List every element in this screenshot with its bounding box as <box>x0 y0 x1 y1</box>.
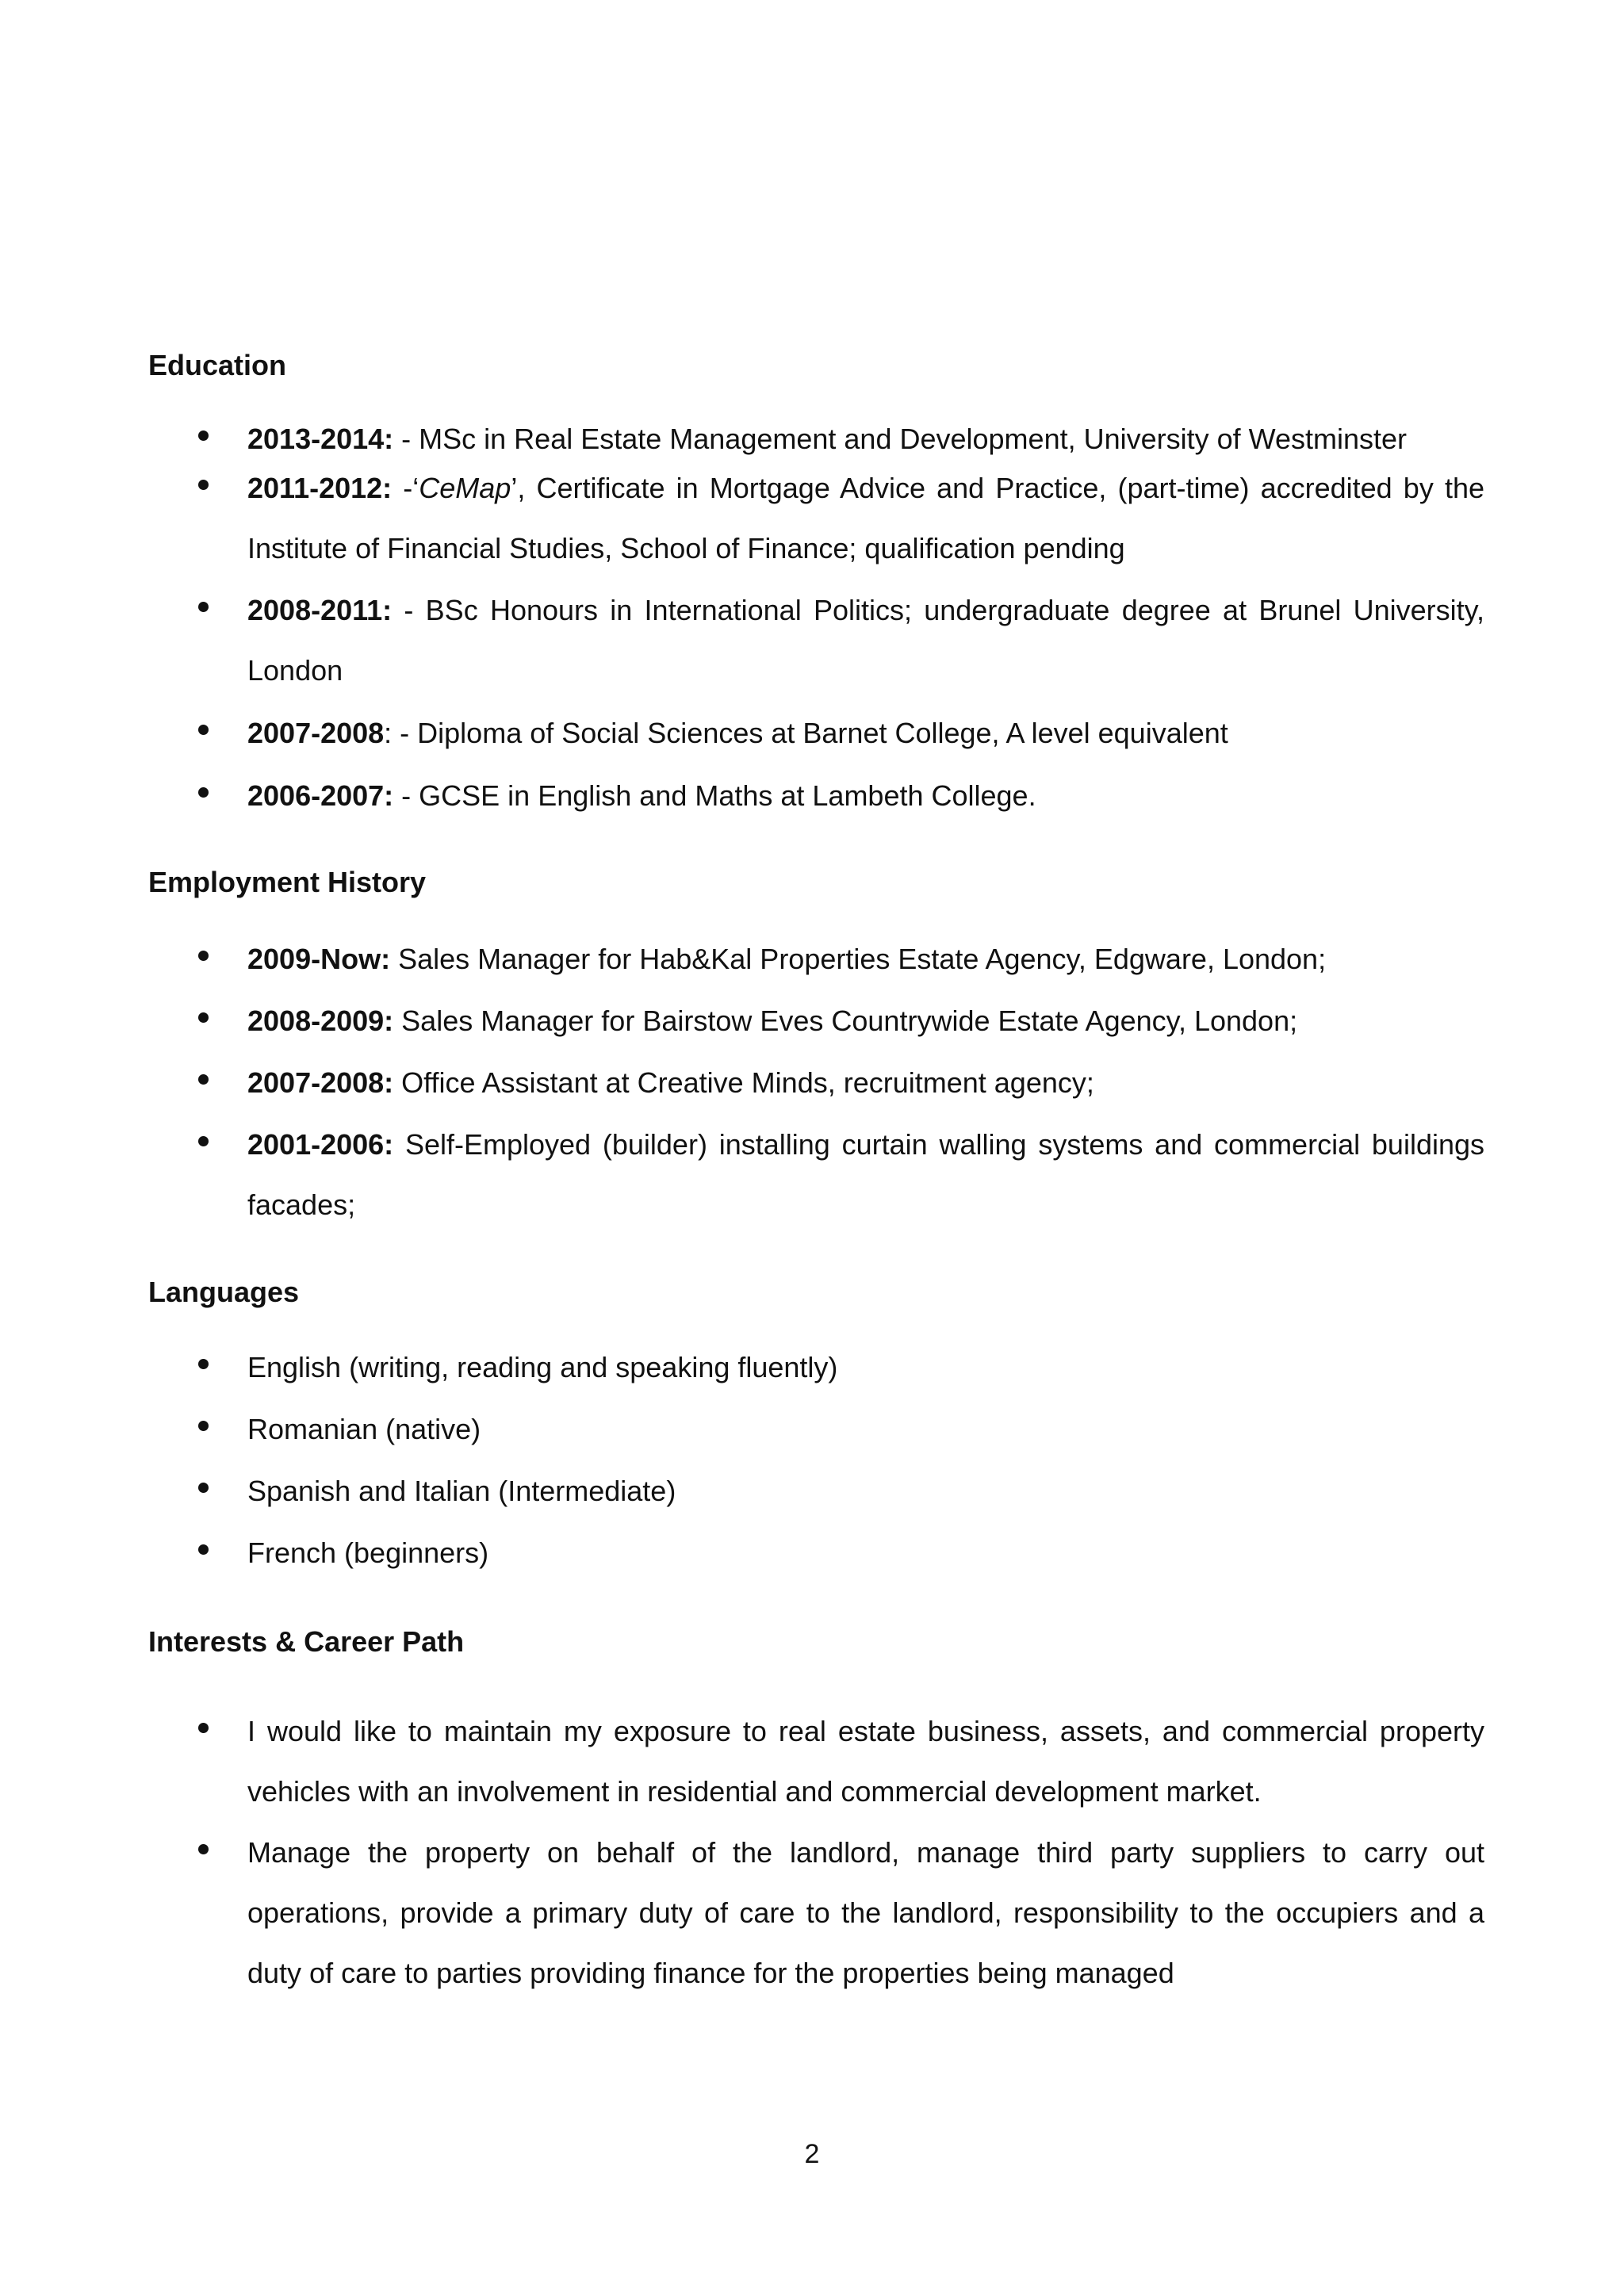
education-item-date: 2013-2014: <box>247 423 394 455</box>
bullet-icon <box>198 1359 209 1369</box>
language-item-text: Spanish and Italian (Intermediate) <box>247 1475 676 1507</box>
bullet-icon <box>198 1074 209 1085</box>
employment-item-date: 2007-2008: <box>247 1066 394 1099</box>
bullet-icon <box>198 951 209 961</box>
bullet-icon <box>198 1421 209 1431</box>
employment-item-date: 2009-Now: <box>247 943 391 975</box>
bullet-icon <box>198 602 209 612</box>
education-item-text: 2007-2008: - Diploma of Social Sciences at Barnet College, A level equivalent <box>247 717 1228 749</box>
bullet-icon <box>198 1723 209 1733</box>
education-item-text: 2013-2014: - MSc in Real Estate Management and Development, University of Westminster <box>247 423 1408 455</box>
page-number: 2 <box>804 2139 820 2169</box>
language-item-text: English (writing, reading and speaking fluently) <box>247 1351 838 1383</box>
bullet-icon <box>198 725 209 735</box>
employment-item-text: 2007-2008: Office Assistant at Creative Minds, recruitment agency; <box>247 1066 1094 1099</box>
education-item-date: 2007-2008 <box>247 717 385 749</box>
education-item-date: 2006-2007: <box>247 779 394 812</box>
bullet-icon <box>198 1012 209 1023</box>
bullet-icon <box>198 1483 209 1493</box>
language-item-text: Romanian (native) <box>247 1413 481 1445</box>
employment-item-text: 2001-2006: Self-Employed (builder) installing curtain walling systems and commercial buildings facades; <box>247 1128 1484 1221</box>
interest-item-text: Manage the property on behalf of the landlord, manage third party suppliers to carry out operations, provide a primary duty of care to the landlord, responsibility to the occupiers and a duty of care to parties providing finance for the properties being managed <box>247 1836 1484 1989</box>
language-item-text: French (beginners) <box>247 1536 489 1569</box>
bullet-icon <box>198 480 209 490</box>
bullet-icon <box>198 430 209 441</box>
bullet-icon <box>198 1544 209 1555</box>
employment-item-text: 2009-Now: Sales Manager for Hab&Kal Properties Estate Agency, Edgware, London; <box>247 943 1327 975</box>
education-item-date: 2011-2012: <box>247 472 393 504</box>
bullet-icon <box>198 1844 209 1854</box>
bullet-icon <box>198 1136 209 1146</box>
interests-heading: Interests & Career Path <box>148 1625 465 1658</box>
education-item-date: 2008-2011: <box>247 594 393 626</box>
interest-item-text: I would like to maintain my exposure to real estate business, assets, and commercial property vehicles with an involvement in residential and commercial development market. <box>247 1715 1484 1808</box>
education-heading: Education <box>148 349 287 381</box>
employment-item-date: 2001-2006: <box>247 1128 394 1161</box>
employment-heading: Employment History <box>148 866 427 898</box>
education-item-text: 2008-2011: - BSc Honours in International Politics; undergraduate degree at Brunel University, London <box>247 594 1484 687</box>
education-item-text: 2006-2007: - GCSE in English and Maths at Lambeth College. <box>247 779 1036 812</box>
employment-item-date: 2008-2009: <box>247 1004 394 1037</box>
bullet-icon <box>198 787 209 798</box>
languages-heading: Languages <box>148 1276 300 1308</box>
employment-item-text: 2008-2009: Sales Manager for Bairstow Eves Countrywide Estate Agency, London; <box>247 1004 1298 1037</box>
education-item-text: 2011-2012: -‘CeMap’, Certificate in Mortgage Advice and Practice, (part-time) accredited by the Institute of Financial Studies, School of Finance; qualification pending <box>247 472 1484 564</box>
